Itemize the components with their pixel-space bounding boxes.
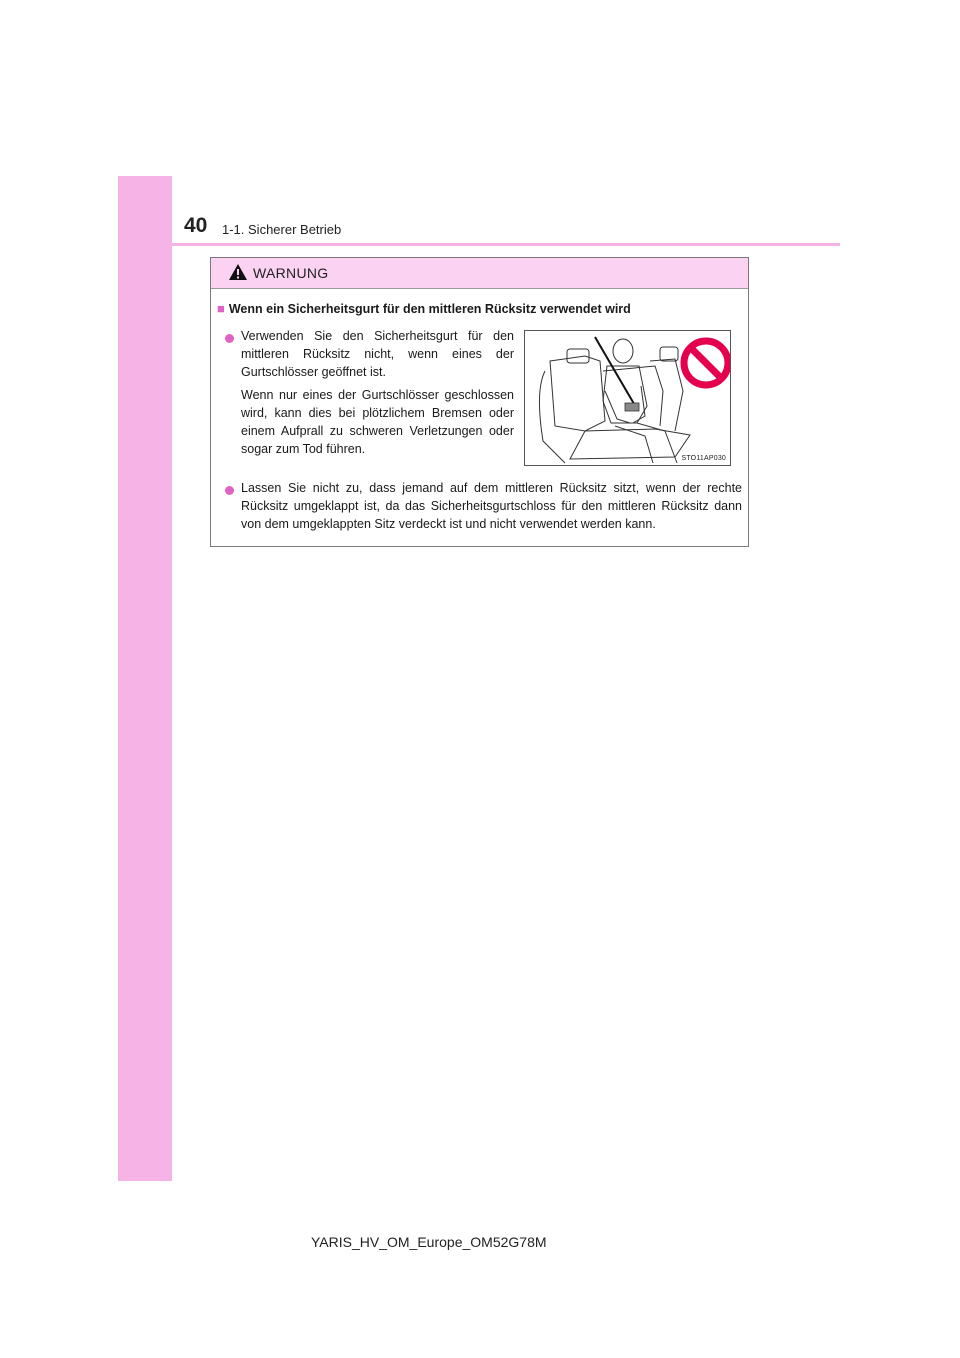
seatbelt-illustration xyxy=(524,330,731,466)
warning-triangle-icon xyxy=(228,263,248,281)
square-bullet-icon: ■ xyxy=(217,301,225,316)
bullet2-paragraph: Lassen Sie nicht zu, dass jemand auf dem mittleren Rücksitz sitzt, wenn der rechte Rücksitz umgeklappt ist, da das Sicherheitsgurtschloss für den mittleren Rücksitz dann von dem umgeklappten Sitz verdeckt ist und nicht verwendet werden kann. xyxy=(241,481,742,531)
bullet-dot-icon xyxy=(225,486,234,495)
section-title: 1-1. Sicherer Betrieb xyxy=(222,222,342,237)
warning-label: WARNUNG xyxy=(253,265,329,281)
bullet-dot-icon xyxy=(225,334,234,343)
figure-code: STO11AP030 xyxy=(681,455,726,462)
warning-box xyxy=(210,257,749,547)
rear-seat-drawing xyxy=(525,331,731,466)
warning-header xyxy=(211,258,748,289)
subheading-text: Wenn ein Sicherheitsgurt für den mittleren Rücksitz verwendet wird xyxy=(228,302,631,316)
header-rule xyxy=(118,243,840,246)
bullet1-paragraph2: Wenn nur eines der Gurtschlösser geschlossen wird, kann dies bei plötzlichem Bremsen oder einem Aufprall zu schweren Verletzungen oder sogar zum Tod führen. xyxy=(241,388,514,456)
page-number: 40 xyxy=(184,214,208,237)
warning-subheading xyxy=(217,301,631,316)
chapter-side-band xyxy=(118,176,172,1181)
bullet1-paragraph1: Verwenden Sie den Sicherheitsgurt für den mittleren Rücksitz nicht, wenn eines der Gurtschlösser geöffnet ist. xyxy=(241,329,514,379)
footer-model-code: YARIS_HV_OM_Europe_OM52G78M xyxy=(311,1234,547,1250)
